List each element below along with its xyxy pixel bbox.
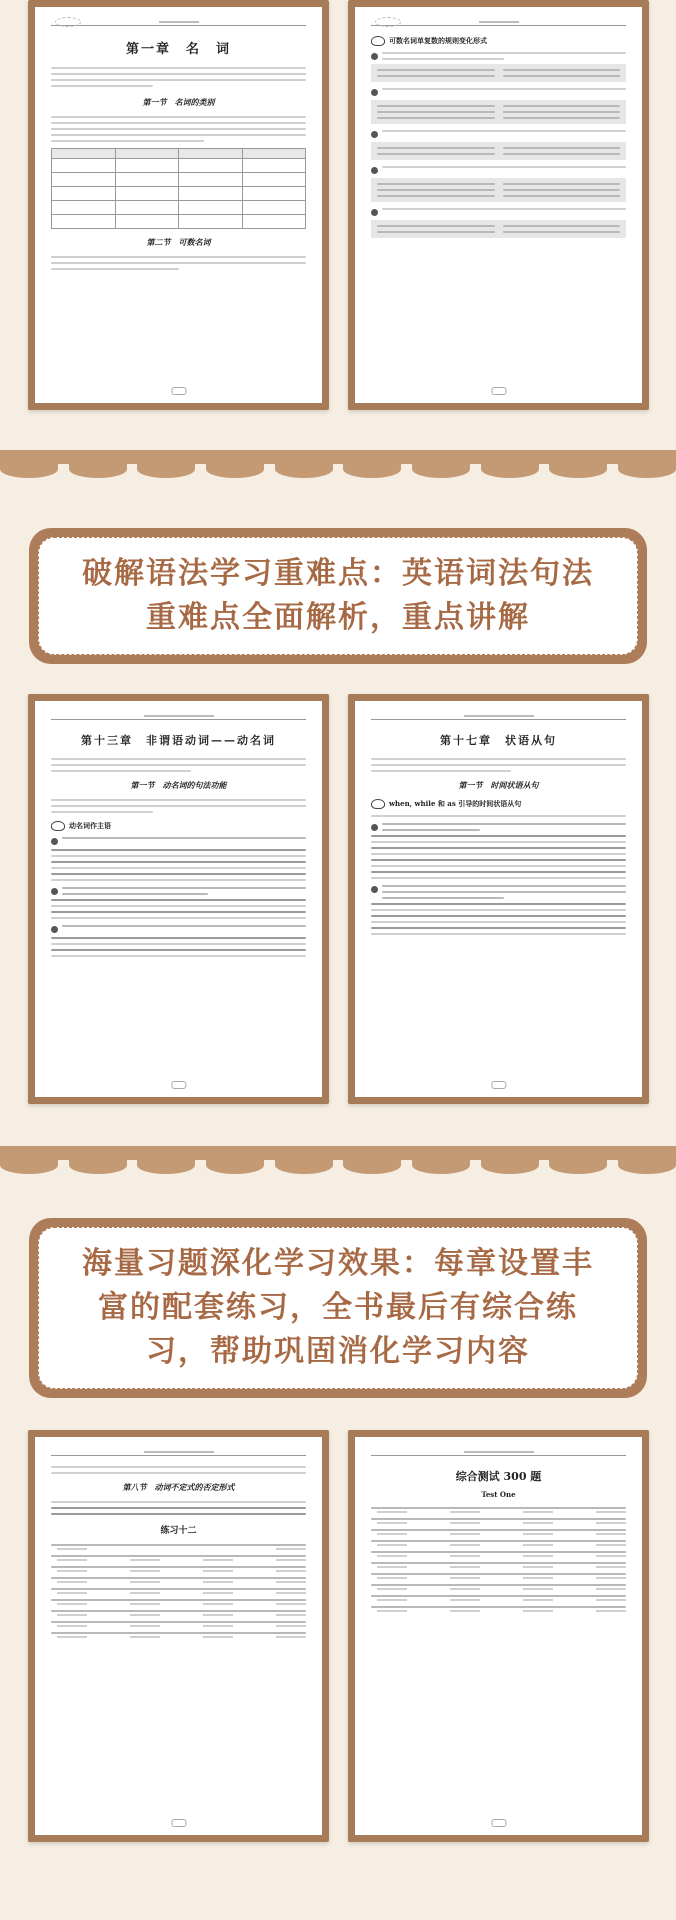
section-paragraph — [51, 799, 306, 813]
page-sheet — [35, 1437, 322, 1835]
section-paragraph — [51, 116, 306, 142]
decorative-band — [0, 1146, 676, 1184]
number-badge-icon — [51, 888, 58, 895]
book-page-plural-rules — [348, 0, 649, 410]
number-badge-icon — [51, 838, 58, 845]
page-header — [51, 1451, 306, 1456]
section-paragraph — [51, 256, 306, 270]
page-number — [491, 1819, 506, 1827]
question — [371, 1606, 626, 1612]
question — [51, 1610, 306, 1616]
page-number — [491, 387, 506, 395]
question — [371, 1595, 626, 1601]
decorative-band — [0, 450, 676, 488]
rule-item — [371, 166, 626, 174]
book-page-comprehensive-test — [348, 1430, 649, 1842]
rule-item — [371, 52, 626, 60]
example-lines — [51, 899, 306, 919]
section-title: 第二节 可数名词 — [146, 237, 211, 247]
section-paragraph — [51, 1501, 306, 1515]
number-badge-icon — [371, 167, 378, 174]
spread-row-2 — [0, 694, 676, 1104]
rule-item — [51, 887, 306, 895]
question — [51, 1566, 306, 1572]
section-title: 第一节 时间状语从句 — [458, 780, 539, 790]
rule-item — [371, 208, 626, 216]
test-subtitle: Test One — [481, 1490, 516, 1499]
number-badge-icon — [371, 209, 378, 216]
chapter-title: 第一章 名 词 — [125, 42, 231, 57]
question — [371, 1540, 626, 1546]
book-page-gerund-chapter — [28, 694, 329, 1104]
question — [371, 1562, 626, 1568]
question — [371, 1529, 626, 1535]
lightbulb-icon — [51, 821, 65, 831]
example-lines — [51, 937, 306, 957]
question — [371, 1507, 626, 1513]
rule-item — [371, 823, 626, 831]
page-sheet — [35, 7, 322, 403]
feature-callout-grammar — [29, 528, 647, 664]
callout-frame — [38, 1227, 638, 1389]
lightbulb-icon — [371, 799, 385, 809]
example-box — [371, 100, 626, 124]
example-box — [371, 178, 626, 202]
page-sheet — [35, 701, 322, 1097]
page-number — [171, 1819, 186, 1827]
intro-paragraph — [51, 758, 306, 772]
noun-category-table — [51, 148, 306, 229]
spread-row-1 — [0, 0, 676, 410]
example-lines — [371, 903, 626, 935]
page-sheet — [355, 1437, 642, 1835]
question — [51, 1599, 306, 1605]
chapter-title: 第十七章 状语从句 — [440, 734, 557, 747]
sub-title: 动名词作主语 — [51, 821, 306, 831]
book-page-noun-chapter — [28, 0, 329, 410]
page-number — [171, 387, 186, 395]
question — [371, 1573, 626, 1579]
intro-paragraph — [371, 758, 626, 772]
rule-item — [51, 925, 306, 933]
example-box — [371, 142, 626, 160]
question — [371, 1518, 626, 1524]
book-page-adverbial-chapter — [348, 694, 649, 1104]
callout-text: 破解语法学习重难点：英语词法句法重难点全面解析，重点讲解 — [82, 556, 594, 635]
page-sheet — [355, 7, 642, 403]
intro-paragraph — [51, 67, 306, 87]
page-header — [371, 21, 626, 26]
section-title: 第八节 动词不定式的否定形式 — [122, 1482, 235, 1492]
book-page-exercise — [28, 1430, 329, 1842]
number-badge-icon — [371, 131, 378, 138]
test-title: 综合测试 300 题 — [455, 1470, 542, 1483]
section-paragraph — [371, 815, 626, 817]
spread-row-3 — [0, 1430, 676, 1842]
example-lines — [51, 849, 306, 881]
rule-item — [51, 837, 306, 845]
sub-title: 可数名词单复数的规则变化形式 — [371, 36, 626, 46]
rule-item — [371, 88, 626, 96]
page-header — [371, 715, 626, 720]
chapter-title: 第十三章 非谓语动词——动名词 — [81, 734, 276, 747]
question — [371, 1584, 626, 1590]
example-box — [371, 220, 626, 238]
section-title: 第一节 动名词的句法功能 — [130, 780, 227, 790]
number-badge-icon — [371, 886, 378, 893]
number-badge-icon — [371, 824, 378, 831]
rule-item — [371, 885, 626, 899]
question — [51, 1577, 306, 1583]
question — [371, 1551, 626, 1557]
question — [51, 1555, 306, 1561]
question — [51, 1621, 306, 1627]
page-header — [51, 21, 306, 26]
example-lines — [371, 835, 626, 879]
section-title: 第一节 名词的类别 — [142, 97, 215, 107]
number-badge-icon — [51, 926, 58, 933]
question — [51, 1588, 306, 1594]
page-number — [171, 1081, 186, 1089]
sub-title: when, while 和 as 引导的时间状语从句 — [371, 799, 626, 809]
question — [51, 1544, 306, 1550]
lightbulb-icon — [371, 36, 385, 46]
page-header — [51, 715, 306, 720]
callout-frame — [38, 537, 638, 655]
page-header — [371, 1451, 626, 1456]
number-badge-icon — [371, 89, 378, 96]
page-sheet — [355, 701, 642, 1097]
rule-item — [371, 130, 626, 138]
number-badge-icon — [371, 53, 378, 60]
intro-paragraph — [51, 1466, 306, 1474]
question — [51, 1632, 306, 1638]
page-number — [491, 1081, 506, 1089]
example-box — [371, 64, 626, 82]
exercise-title: 练习十二 — [160, 1526, 197, 1536]
callout-text: 海量习题深化学习效果：每章设置丰富的配套练习，全书最后有综合练习，帮助巩固消化学习内容 — [82, 1246, 594, 1369]
feature-callout-exercises — [29, 1218, 647, 1398]
